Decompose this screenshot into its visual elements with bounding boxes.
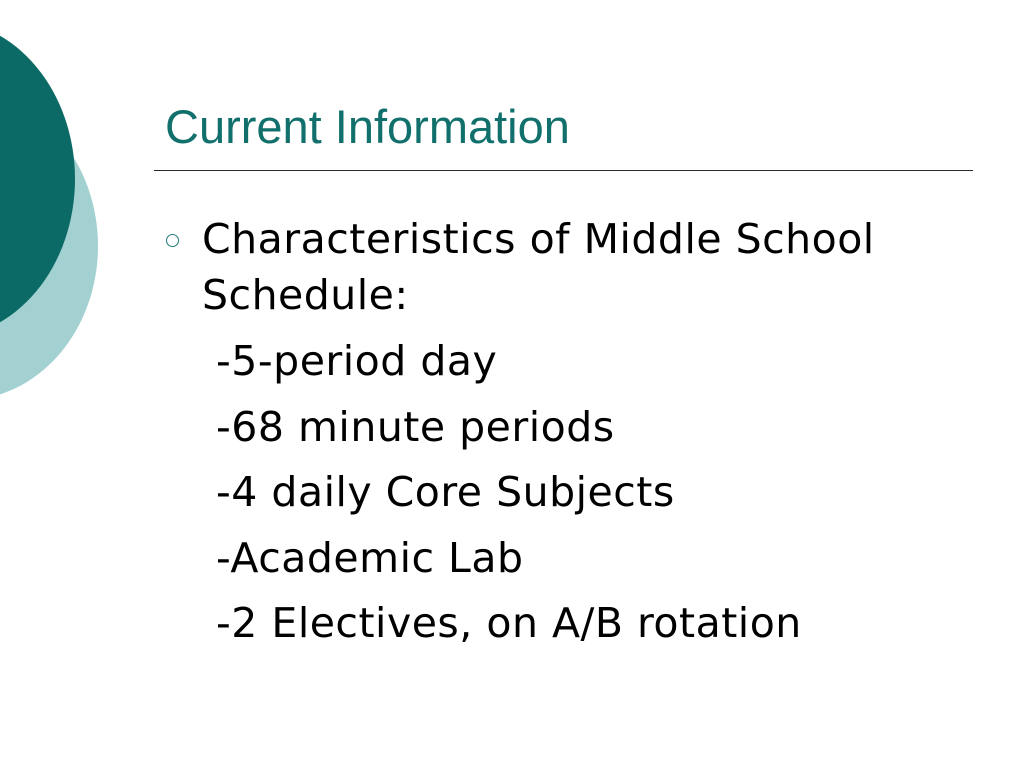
hollow-circle-bullet-icon xyxy=(166,234,179,247)
list-item: -5-period day xyxy=(216,337,498,385)
slide-title: Current Information xyxy=(165,100,570,153)
list-item: -4 daily Core Subjects xyxy=(216,468,675,516)
bullet-text: Characteristics of Middle School Schedule: xyxy=(202,215,875,319)
list-item: -2 Electives, on A/B rotation xyxy=(216,599,802,647)
title-divider xyxy=(154,170,973,171)
list-item: -68 minute periods xyxy=(216,402,615,451)
schedule-items-list xyxy=(216,329,802,657)
list-item: -Academic Lab xyxy=(216,533,524,582)
